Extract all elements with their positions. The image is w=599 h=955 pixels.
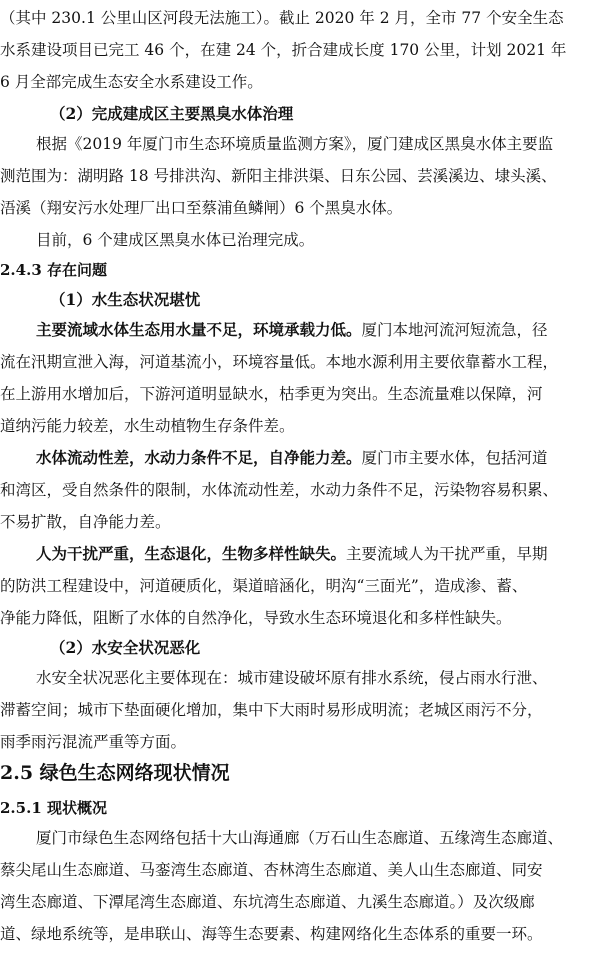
mixed-line bbox=[0, 320, 599, 340]
text-run: 厦门本地河流河短流急，径 bbox=[361, 321, 548, 339]
text-line: 测范围为：湖明路 18 号排洪沟、新阳主排洪渠、日东公园、芸溪溪边、埭头溪、 bbox=[0, 167, 557, 185]
subheading: （2）完成建成区主要黑臭水体治理 bbox=[50, 104, 294, 123]
text-line: （其中 230.1 公里山区河段无法施工）。截止 2020 年 2 月，全市 77 个安全生态 bbox=[0, 9, 564, 27]
section-heading: 2.5.1 现状概况 bbox=[0, 799, 107, 817]
text-run: 厦门市主要水体，包括河道 bbox=[361, 449, 548, 467]
text-line: 道纳污能力较差，水生动植物生存条件差。 bbox=[0, 417, 295, 435]
text-line: 蔡尖尾山生态廊道、马銮湾生态廊道、杏林湾生态廊道、美人山生态廊道、同安 bbox=[0, 861, 543, 879]
text-line: 浯溪（翔安污水处理厂出口至蔡浦鱼鳞闸）6 个黑臭水体。 bbox=[0, 199, 403, 217]
section-heading: 2.4.3 存在问题 bbox=[0, 261, 107, 279]
text-line: 道、绿地系统等，是串联山、海等生态要素、构建网络化生态体系的重要一环。 bbox=[0, 925, 543, 943]
text-line: 净能力降低，阻断了水体的自然净化，导致水生态环境退化和多样性缺失。 bbox=[0, 609, 512, 627]
text-line: 6 月全部完成生态安全水系建设工作。 bbox=[0, 73, 263, 91]
subheading: （2）水安全状况恶化 bbox=[50, 638, 201, 657]
bold-lead: 人为干扰严重，生态退化，生物多样性缺失。 bbox=[36, 544, 347, 563]
text-line: 根据《2019 年厦门市生态环境质量监测方案》，厦门建成区黑臭水体主要监 bbox=[36, 135, 554, 153]
text-line: 在上游用水增加后，下游河道明显缺水，枯季更为突出。生态流量难以保障，河 bbox=[0, 385, 543, 403]
mixed-line bbox=[0, 544, 599, 564]
chapter-heading: 2.5 绿色生态网络现状情况 bbox=[0, 762, 230, 784]
text-line: 水安全状况恶化主要体现在：城市建设破坏原有排水系统，侵占雨水行泄、 bbox=[36, 669, 548, 687]
text-line: 和湾区，受自然条件的限制，水体流动性差，水动力条件不足，污染物容易积累、 bbox=[0, 481, 559, 499]
bold-lead: 主要流域水体生态用水量不足，环境承载力低。 bbox=[36, 320, 362, 339]
text-line: 不易扩散，自净能力差。 bbox=[0, 513, 171, 531]
text-line: 目前，6 个建成区黑臭水体已治理完成。 bbox=[36, 231, 315, 249]
text-line: 流在汛期宣泄入海，河道基流小，环境容量低。本地水源利用主要依靠蓄水工程， bbox=[0, 353, 559, 371]
text-run: 主要流域人为干扰严重，早期 bbox=[346, 545, 548, 563]
text-line: 的防洪工程建设中，河道硬质化，渠道暗涵化，明沟“三面光”，造成渗、蓄、 bbox=[0, 577, 528, 595]
text-line: 滞蓄空间；城市下垫面硬化增加，集中下大雨时易形成明流；老城区雨污不分， bbox=[0, 701, 543, 719]
text-line: 湾生态廊道、下潭尾湾生态廊道、东坑湾生态廊道、九溪生态廊道。）及次级廊 bbox=[0, 893, 535, 911]
text-line: 雨季雨污混流严重等方面。 bbox=[0, 733, 187, 751]
text-line: 水系建设项目已完工 46 个，在建 24 个，折合建成长度 170 公里，计划 2021 年 bbox=[0, 41, 567, 59]
subheading: （1）水生态状况堪忧 bbox=[50, 290, 201, 309]
bold-lead: 水体流动性差，水动力条件不足，自净能力差。 bbox=[36, 448, 362, 467]
mixed-line bbox=[0, 448, 599, 468]
text-line: 厦门市绿色生态网络包括十大山海通廊（万石山生态廊道、五缘湾生态廊道、 bbox=[36, 829, 564, 847]
